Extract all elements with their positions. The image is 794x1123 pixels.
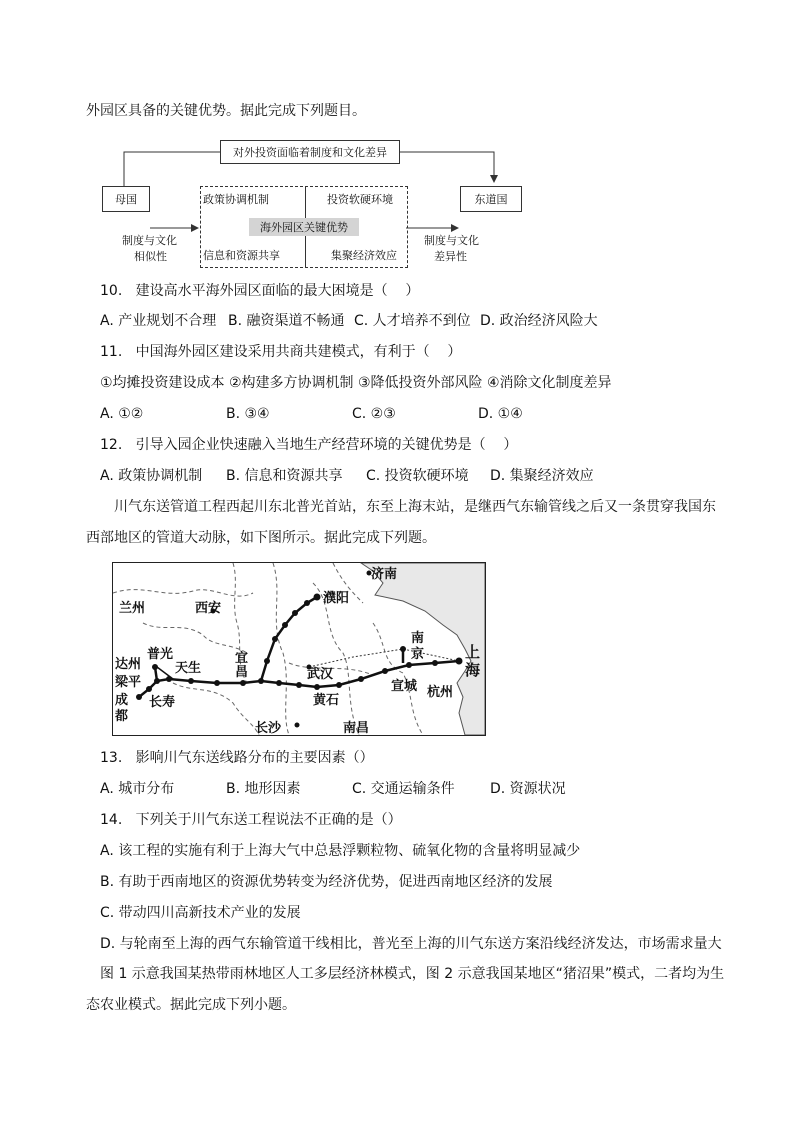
city-hangzhou: 杭州 xyxy=(427,685,454,700)
passage3-line1: 图 1 示意我国某热带雨林地区人工多层经济林模式，图 2 示意我国某地区“猪沼果”模式，二者均为生 xyxy=(100,966,725,982)
cell-policy: 政策协调机制 xyxy=(203,193,269,206)
left-label-2: 相似性 xyxy=(134,250,167,263)
city-changshou: 长寿 xyxy=(149,695,176,710)
city-xuancheng: 宣城 xyxy=(391,679,418,694)
q14-option-b[interactable]: B. 有助于西南地区的资源优势转变为经济优势，促进西南地区经济的发展 xyxy=(100,874,553,890)
q11-option-a[interactable]: A. ①② xyxy=(100,406,144,422)
city-lanzhou: 兰州 xyxy=(119,601,146,616)
q14-stem: 14. 下列关于川气东送工程说法不正确的是（） xyxy=(100,812,402,828)
city-nanjing-1: 南 xyxy=(411,631,425,646)
city-puyang: 濮阳 xyxy=(323,591,350,606)
q10-stem: 10. 建设高水平海外园区面临的最大困境是（ ） xyxy=(100,283,420,299)
city-nanchang: 南昌 xyxy=(343,721,370,736)
right-label-2: 差异性 xyxy=(434,250,467,263)
cell-info-sharing: 信息和资源共享 xyxy=(203,249,280,262)
advantage-grid xyxy=(200,186,408,268)
city-xian: 西安 xyxy=(195,601,222,616)
host-country-box: 东道国 xyxy=(460,186,522,212)
q10-option-b[interactable]: B. 融资渠道不畅通 xyxy=(228,313,345,329)
top-box: 对外投资面临着制度和文化差异 xyxy=(220,140,400,164)
city-shanghai-1: 上 xyxy=(465,643,481,661)
q13-option-c[interactable]: C. 交通运输条件 xyxy=(352,781,455,797)
city-shanghai-2: 海 xyxy=(465,661,481,679)
intro-line: 外园区具备的关键优势。据此完成下列题目。 xyxy=(86,103,366,119)
q13-option-a[interactable]: A. 城市分布 xyxy=(100,781,175,797)
q11-items: ①均摊投资建设成本 ②构建多方协调机制 ③降低投资外部风险 ④消除文化制度差异 xyxy=(100,375,612,391)
city-wuhan: 武汉 xyxy=(307,667,334,682)
left-label-1: 制度与文化 xyxy=(122,234,177,247)
city-yichang-1: 宜 xyxy=(235,651,249,666)
city-jinan: 济南 xyxy=(371,567,398,582)
q14-option-c[interactable]: C. 带动四川高新技术产业的发展 xyxy=(100,905,301,921)
center-label: 海外园区关键优势 xyxy=(249,218,359,236)
pipeline-map xyxy=(112,562,486,736)
q10-option-d[interactable]: D. 政治经济风险大 xyxy=(480,313,598,329)
cell-environment: 投资软硬环境 xyxy=(327,193,393,206)
passage2-line2: 西部地区的管道大动脉，如下图所示。据此完成下列题。 xyxy=(86,530,436,546)
q14-option-d[interactable]: D. 与轮南至上海的西气东输管道干线相比，普光至上海的川气东送方案沿线经济发达，市场需求量大 xyxy=(100,936,722,952)
q13-option-d[interactable]: D. 资源状况 xyxy=(490,781,566,797)
city-yichang-2: 昌 xyxy=(235,665,249,680)
passage2-line1: 川气东送管道工程西起川东北普光首站，东至上海末站，是继西气东输管线之后又一条贯穿我国东 xyxy=(114,499,716,515)
q11-option-d[interactable]: D. ①④ xyxy=(478,406,523,422)
q10-option-c[interactable]: C. 人才培养不到位 xyxy=(354,313,471,329)
q14-option-a[interactable]: A. 该工程的实施有利于上海大气中总悬浮颗粒物、硫氧化物的含量将明显减少 xyxy=(100,843,581,859)
q11-option-b[interactable]: B. ③④ xyxy=(226,406,270,422)
home-country-box: 母国 xyxy=(102,186,150,212)
city-liangping: 梁平 xyxy=(115,675,142,690)
q12-option-c[interactable]: C. 投资软硬环境 xyxy=(366,468,469,484)
q10-option-a[interactable]: A. 产业规划不合理 xyxy=(100,313,217,329)
q12-stem: 12. 引导入园企业快速融入当地生产经营环境的关键优势是（ ） xyxy=(100,437,518,453)
passage3-line2: 态农业模式。据此完成下列小题。 xyxy=(86,997,296,1013)
q11-option-c[interactable]: C. ②③ xyxy=(352,406,396,422)
city-changsha: 长沙 xyxy=(255,721,282,736)
q12-option-b[interactable]: B. 信息和资源共享 xyxy=(226,468,343,484)
flow-diagram xyxy=(100,132,520,272)
city-tiansheng: 天生 xyxy=(175,661,202,676)
city-nanjing-2: 京 xyxy=(411,647,425,662)
city-huangshi: 黄石 xyxy=(313,693,340,708)
q13-option-b[interactable]: B. 地形因素 xyxy=(226,781,301,797)
city-puguang: 普光 xyxy=(147,647,174,662)
q11-stem: 11. 中国海外园区建设采用共商共建模式，有利于（ ） xyxy=(100,344,462,360)
cell-agglomeration: 集聚经济效应 xyxy=(331,249,397,262)
city-chengdu-2: 都 xyxy=(115,709,129,724)
city-chengdu-1: 成 xyxy=(115,693,129,708)
right-label-1: 制度与文化 xyxy=(424,234,479,247)
city-dazhou: 达州 xyxy=(115,657,142,672)
q12-option-d[interactable]: D. 集聚经济效应 xyxy=(490,468,594,484)
q12-option-a[interactable]: A. 政策协调机制 xyxy=(100,468,203,484)
q13-stem: 13. 影响川气东送线路分布的主要因素（） xyxy=(100,750,374,766)
